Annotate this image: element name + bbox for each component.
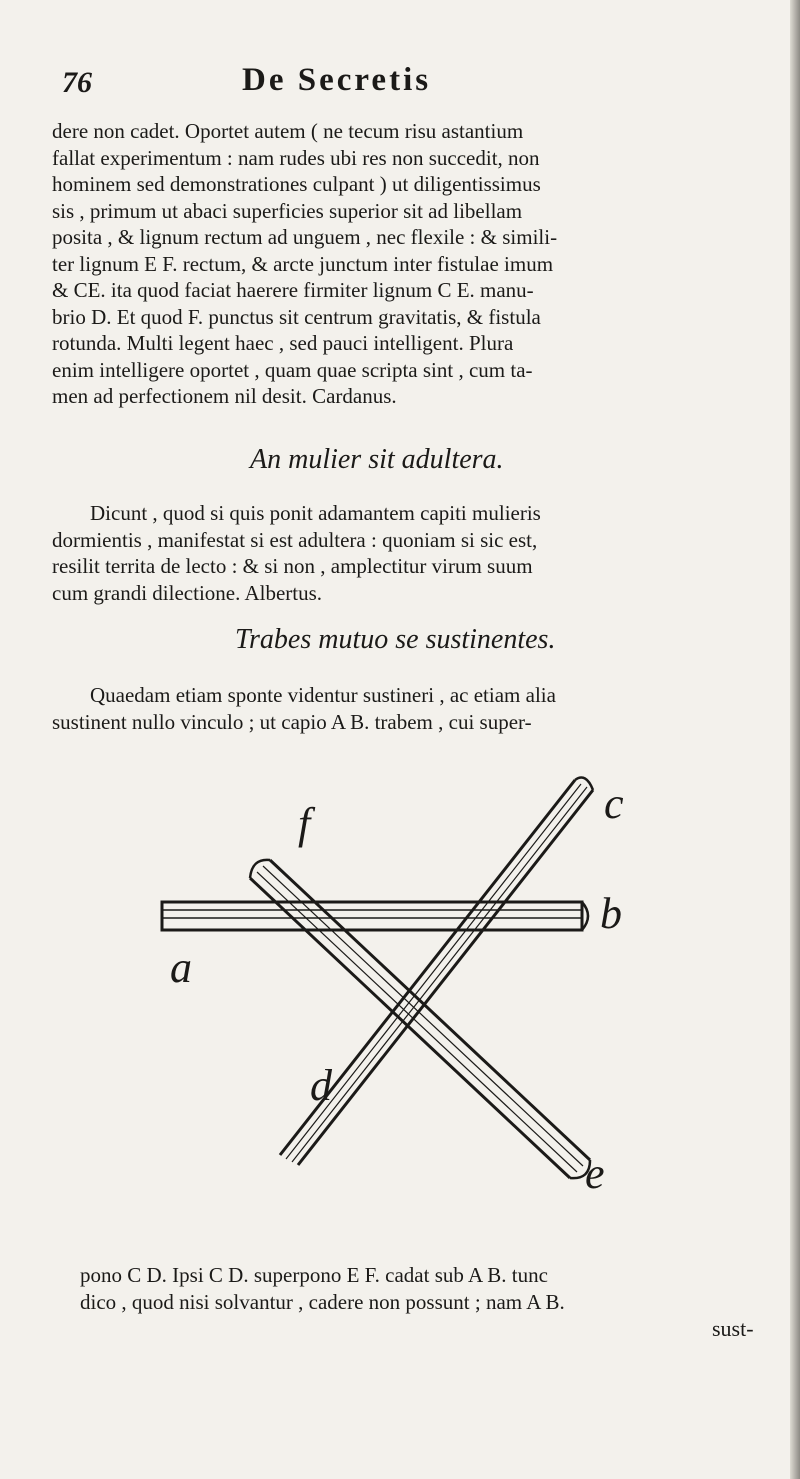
text-line: brio D. Et quod F. punctus sit centrum gravitatis, & fistula	[52, 304, 541, 329]
beam-ab	[162, 902, 588, 930]
text-line: rotunda. Multi legent haec , sed pauci intelligent. Plura	[52, 331, 514, 355]
text-line: Dicunt , quod si quis ponit adamantem capiti mulieris	[90, 501, 541, 525]
label-a: a	[170, 943, 192, 992]
text-line: dormientis , manifestat si est adultera : quoniam si sic est,	[52, 527, 538, 552]
label-f: f	[298, 799, 311, 848]
section-heading-trabes: Trabes mutuo se sustinentes.	[235, 624, 556, 655]
text-line: enim intelligere oportet , quam quae scripta sint , cum ta-	[52, 357, 533, 382]
paragraph-trabes	[52, 682, 796, 735]
text-line: posita , & lignum rectum ad unguem , nec flexile : & simili-	[52, 225, 558, 249]
text-line: dico , quod nisi solvantur , cadere non possunt ; nam A B.	[80, 1289, 565, 1314]
text-line: dere non cadet. Oportet autem ( ne tecum risu astantium	[52, 119, 524, 143]
text-line: hominem sed demonstrationes culpant ) ut diligentissimus	[52, 172, 541, 196]
text-line: cum grandi dilectione. Albertus.	[52, 580, 323, 605]
text-line: pono C D. Ipsi C D. superpono E F. cadat sub A B. tunc	[80, 1263, 548, 1287]
catchword: sust-	[712, 1316, 754, 1341]
paragraph-cardanus	[52, 118, 796, 410]
running-title: De Secretis	[242, 62, 432, 98]
text-line: fallat experimentum : nam rudes ubi res non succedit, non	[52, 145, 540, 170]
paragraph-conclusion	[52, 1262, 796, 1315]
label-b: b	[600, 889, 622, 938]
text-line: ter lignum E F. rectum, & arcte junctum inter fistulae imum	[52, 251, 554, 276]
section-heading-adultera: An mulier sit adultera.	[250, 444, 504, 475]
text-line: sustinent nullo vinculo ; ut capio A B. trabem , cui super-	[52, 709, 532, 734]
text-line: resilit territa de lecto : & si non , amplectitur virum suum	[52, 554, 533, 578]
text-line: Quaedam etiam sponte videntur sustineri , ac etiam alia	[90, 683, 556, 707]
text-line: sis , primum ut abaci superficies superior sit ad libellam	[52, 198, 523, 223]
beams-figure	[120, 760, 760, 1240]
beams-diagram	[120, 760, 760, 1240]
paragraph-albertus	[52, 500, 796, 606]
text-line: & CE. ita quod faciat haerere firmiter lignum C E. manu-	[52, 278, 534, 302]
label-e: e	[585, 1149, 605, 1198]
label-c: c	[604, 779, 624, 828]
label-d: d	[310, 1061, 332, 1110]
page-header	[62, 60, 792, 110]
text-line: men ad perfectionem nil desit. Cardanus.	[52, 384, 397, 408]
page-number: 76	[62, 66, 92, 99]
